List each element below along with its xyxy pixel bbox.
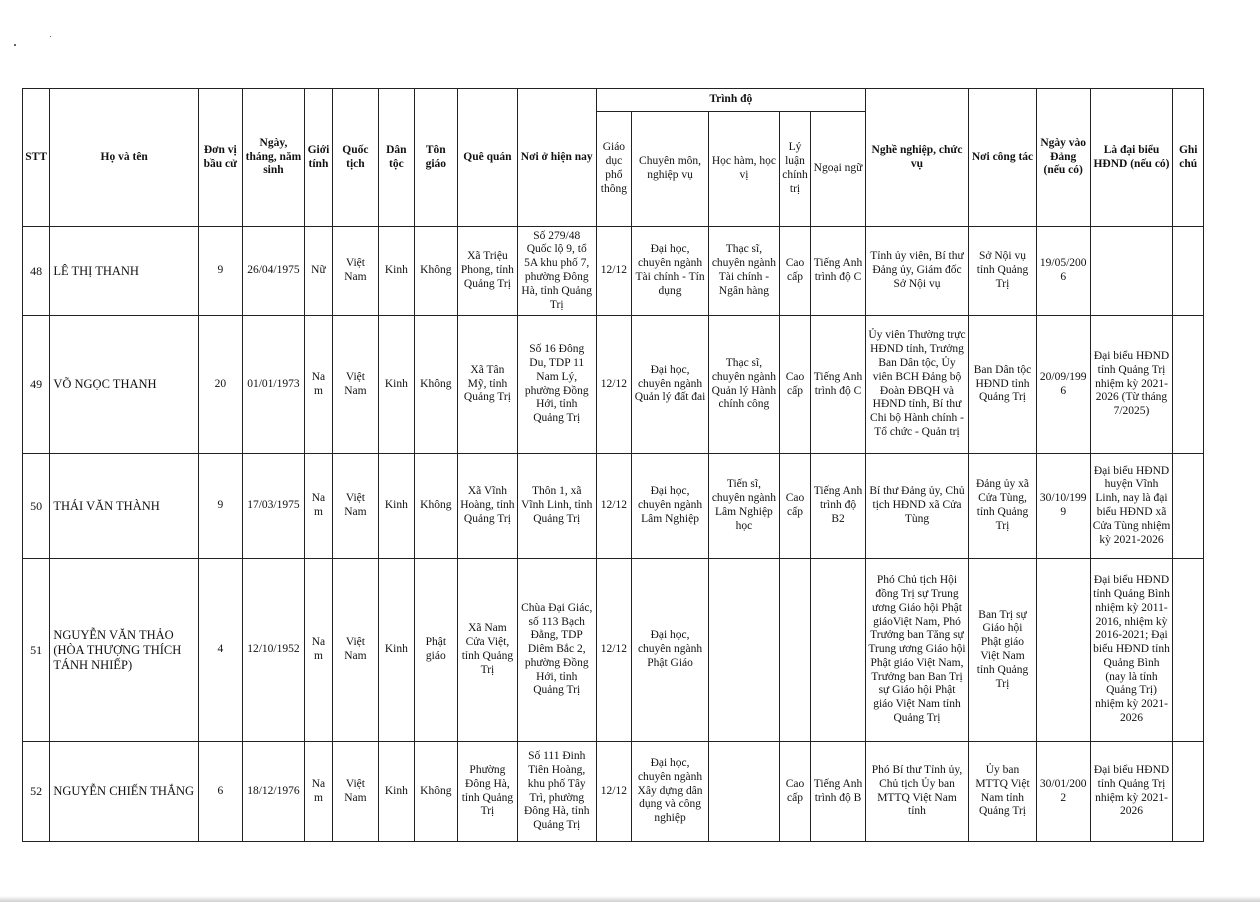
cell-dob: 26/04/1975 bbox=[242, 227, 305, 316]
cell-dob: 18/12/1976 bbox=[242, 742, 305, 842]
header-political-theory: Lý luận chính trị bbox=[779, 112, 810, 227]
cell-nationality: Việt Nam bbox=[332, 742, 379, 842]
header-education-group: Trình độ bbox=[596, 89, 865, 112]
cell-specialty: Đại học, chuyên ngành Phật Giáo bbox=[632, 559, 709, 742]
cell-name: NGUYỄN CHIẾN THẮNG bbox=[50, 742, 199, 842]
cell-residence: Số 16 Đông Du, TDP 11 Nam Lý, phường Đồng Hới, tỉnh Quảng Trị bbox=[517, 316, 596, 454]
cell-nationality: Việt Nam bbox=[332, 559, 379, 742]
cell-stt: 52 bbox=[23, 742, 50, 842]
cell-residence: Thôn 1, xã Vĩnh Linh, tỉnh Quảng Trị bbox=[517, 454, 596, 559]
cell-unit: 6 bbox=[199, 742, 243, 842]
cell-workplace: Đảng ủy xã Cửa Tùng, tỉnh Quảng Trị bbox=[969, 454, 1037, 559]
cell-party-date: 30/10/1999 bbox=[1036, 454, 1090, 559]
cell-ethnicity: Kinh bbox=[379, 454, 414, 559]
cell-residence: Chùa Đại Giác, số 113 Bạch Đằng, TDP Diêm Bắc 2, phường Đồng Hới, tỉnh Quảng Trị bbox=[517, 559, 596, 742]
cell-name: VÕ NGỌC THANH bbox=[50, 316, 199, 454]
cell-notes bbox=[1173, 316, 1204, 454]
cell-religion: Không bbox=[414, 316, 458, 454]
cell-hometown: Xã Tân Mỹ, tỉnh Quảng Trị bbox=[458, 316, 518, 454]
header-hdnd-delegate: Là đại biểu HĐND (nếu có) bbox=[1090, 89, 1173, 227]
cell-foreign-language: Tiếng Anh trình độ C bbox=[811, 227, 866, 316]
cell-dob: 01/01/1973 bbox=[242, 316, 305, 454]
cell-workplace: Ủy ban MTTQ Việt Nam tỉnh Quảng Trị bbox=[969, 742, 1037, 842]
cell-occupation: Ủy viên Thường trực HĐND tỉnh, Trưởng Ban Dân tộc, Ủy viên BCH Đảng bộ Đoàn ĐBQH và HĐND tỉnh, Bí thư Chi bộ Hành chính - Tổ chức - Quản trị bbox=[865, 316, 968, 454]
table-row bbox=[23, 454, 1204, 559]
cell-general-education: 12/12 bbox=[596, 454, 631, 559]
cell-hdnd-delegate: Đại biểu HĐND huyện Vĩnh Linh, nay là đại biểu HĐND xã Cửa Tùng nhiệm kỳ 2021-2026 bbox=[1090, 454, 1173, 559]
cell-degree: Thạc sĩ, chuyên ngành Tài chính - Ngân hàng bbox=[709, 227, 780, 316]
cell-ethnicity: Kinh bbox=[379, 559, 414, 742]
cell-notes bbox=[1173, 454, 1204, 559]
cell-hometown: Phường Đông Hà, tỉnh Quảng Trị bbox=[458, 742, 518, 842]
header-degree: Học hàm, học vị bbox=[709, 112, 780, 227]
cell-party-date: 20/09/1996 bbox=[1036, 316, 1090, 454]
cell-hometown: Xã Nam Cửa Việt, tỉnh Quảng Trị bbox=[458, 559, 518, 742]
cell-hdnd-delegate: Đại biểu HĐND tỉnh Quảng Bình nhiệm kỳ 2011-2016, nhiệm kỳ 2016-2021; Đại biểu HĐND tỉnh Quảng Bình (nay là tỉnh Quảng Trị) nhiệm kỳ 2021-2026 bbox=[1090, 559, 1173, 742]
cell-specialty: Đại học, chuyên ngành Quản lý đất đai bbox=[632, 316, 709, 454]
cell-party-date: 30/01/2002 bbox=[1036, 742, 1090, 842]
header-unit: Đơn vị bầu cử bbox=[199, 89, 243, 227]
candidate-table bbox=[22, 88, 1204, 842]
header-party-date: Ngày vào Đảng (nếu có) bbox=[1036, 89, 1090, 227]
cell-hdnd-delegate bbox=[1090, 227, 1173, 316]
cell-ethnicity: Kinh bbox=[379, 316, 414, 454]
cell-occupation: Tỉnh ủy viên, Bí thư Đảng ủy, Giám đốc Sở Nội vụ bbox=[865, 227, 968, 316]
cell-occupation: Bí thư Đảng ủy, Chủ tịch HĐND xã Cửa Tùng bbox=[865, 454, 968, 559]
header-notes: Ghi chú bbox=[1173, 89, 1204, 227]
cell-party-date: 19/05/2006 bbox=[1036, 227, 1090, 316]
header-occupation: Nghề nghiệp, chức vụ bbox=[865, 89, 968, 227]
cell-party-date bbox=[1036, 559, 1090, 742]
cell-specialty: Đại học, chuyên ngành Tài chính - Tín dụng bbox=[632, 227, 709, 316]
cell-notes bbox=[1173, 227, 1204, 316]
cell-unit: 4 bbox=[199, 559, 243, 742]
cell-notes bbox=[1173, 742, 1204, 842]
cell-stt: 50 bbox=[23, 454, 50, 559]
cell-nationality: Việt Nam bbox=[332, 316, 379, 454]
cell-unit: 20 bbox=[199, 316, 243, 454]
cell-workplace: Ban Dân tộc HĐND tỉnh Quảng Trị bbox=[969, 316, 1037, 454]
cell-stt: 48 bbox=[23, 227, 50, 316]
table-row bbox=[23, 559, 1204, 742]
cell-political-theory: Cao cấp bbox=[779, 227, 810, 316]
table-row bbox=[23, 227, 1204, 316]
cell-foreign-language: Tiếng Anh trình độ B bbox=[811, 742, 866, 842]
header-dob: Ngày, tháng, năm sinh bbox=[242, 89, 305, 227]
cell-political-theory: Cao cấp bbox=[779, 316, 810, 454]
cell-gender: Nam bbox=[305, 559, 332, 742]
cell-general-education: 12/12 bbox=[596, 227, 631, 316]
cell-workplace: Ban Trị sự Giáo hội Phật giáo Việt Nam tỉnh Quảng Trị bbox=[969, 559, 1037, 742]
scan-speck bbox=[50, 36, 51, 37]
cell-residence: Số 111 Đinh Tiên Hoàng, khu phố Tây Trì, phường Đông Hà, tỉnh Quảng Trị bbox=[517, 742, 596, 842]
cell-gender: Nam bbox=[305, 454, 332, 559]
cell-political-theory bbox=[779, 559, 810, 742]
cell-religion: Không bbox=[414, 454, 458, 559]
header-row-top bbox=[23, 89, 1204, 112]
cell-occupation: Phó Chủ tịch Hội đồng Trị sự Trung ương Giáo hội Phật giáoViệt Nam, Phó Trưởng ban Tăng sự Trung ương Giáo hội Phật giáo Việt Nam, Trưởng ban Ban Trị sự Giáo hội Phật giáo Việt Nam tỉnh Quảng Trị bbox=[865, 559, 968, 742]
cell-specialty: Đại học, chuyên ngành Xây dựng dân dụng và công nghiệp bbox=[632, 742, 709, 842]
header-hometown: Quê quán bbox=[458, 89, 518, 227]
cell-general-education: 12/12 bbox=[596, 559, 631, 742]
cell-ethnicity: Kinh bbox=[379, 227, 414, 316]
cell-specialty: Đại học, chuyên ngành Lâm Nghiệp bbox=[632, 454, 709, 559]
cell-gender: Nữ bbox=[305, 227, 332, 316]
header-name: Họ và tên bbox=[50, 89, 199, 227]
cell-foreign-language: Tiếng Anh trình độ C bbox=[811, 316, 866, 454]
header-stt: STT bbox=[23, 89, 50, 227]
header-foreign-language: Ngoại ngữ bbox=[811, 112, 866, 227]
cell-degree bbox=[709, 559, 780, 742]
cell-residence: Số 279/48 Quốc lộ 9, tổ 5A khu phố 7, phường Đông Hà, tỉnh Quảng Trị bbox=[517, 227, 596, 316]
cell-nationality: Việt Nam bbox=[332, 227, 379, 316]
page-edge-shadow bbox=[0, 896, 1260, 902]
cell-degree: Tiến sĩ, chuyên ngành Lâm Nghiệp học bbox=[709, 454, 780, 559]
cell-hometown: Xã Triệu Phong, tỉnh Quảng Trị bbox=[458, 227, 518, 316]
header-workplace: Nơi công tác bbox=[969, 89, 1037, 227]
cell-religion: Không bbox=[414, 742, 458, 842]
cell-degree: Thạc sĩ, chuyên ngành Quản lý Hành chính công bbox=[709, 316, 780, 454]
cell-gender: Nam bbox=[305, 742, 332, 842]
cell-occupation: Phó Bí thư Tỉnh ủy, Chủ tịch Ủy ban MTTQ Việt Nam tỉnh bbox=[865, 742, 968, 842]
cell-workplace: Sở Nội vụ tỉnh Quảng Trị bbox=[969, 227, 1037, 316]
cell-nationality: Việt Nam bbox=[332, 454, 379, 559]
cell-foreign-language: Tiếng Anh trình độ B2 bbox=[811, 454, 866, 559]
cell-religion: Phật giáo bbox=[414, 559, 458, 742]
cell-stt: 49 bbox=[23, 316, 50, 454]
cell-unit: 9 bbox=[199, 227, 243, 316]
cell-hdnd-delegate: Đại biểu HĐND tỉnh Quảng Trị nhiệm kỳ 2021-2026 bbox=[1090, 742, 1173, 842]
table-row bbox=[23, 316, 1204, 454]
cell-political-theory: Cao cấp bbox=[779, 454, 810, 559]
cell-ethnicity: Kinh bbox=[379, 742, 414, 842]
header-residence: Nơi ở hiện nay bbox=[517, 89, 596, 227]
cell-hdnd-delegate: Đại biểu HĐND tỉnh Quảng Trị nhiệm kỳ 2021-2026 (Từ tháng 7/2025) bbox=[1090, 316, 1173, 454]
cell-foreign-language bbox=[811, 559, 866, 742]
header-nationality: Quốc tịch bbox=[332, 89, 379, 227]
header-specialty: Chuyên môn, nghiệp vụ bbox=[632, 112, 709, 227]
cell-gender: Nam bbox=[305, 316, 332, 454]
cell-hometown: Xã Vĩnh Hoàng, tỉnh Quảng Trị bbox=[458, 454, 518, 559]
cell-name: NGUYỄN VĂN THẢO (HÒA THƯỢNG THÍCH TÁNH NHIẾP) bbox=[50, 559, 199, 742]
cell-dob: 17/03/1975 bbox=[242, 454, 305, 559]
scan-speck bbox=[14, 44, 16, 46]
header-religion: Tôn giáo bbox=[414, 89, 458, 227]
cell-political-theory: Cao cấp bbox=[779, 742, 810, 842]
cell-stt: 51 bbox=[23, 559, 50, 742]
cell-name: THÁI VĂN THÀNH bbox=[50, 454, 199, 559]
cell-dob: 12/10/1952 bbox=[242, 559, 305, 742]
cell-religion: Không bbox=[414, 227, 458, 316]
cell-general-education: 12/12 bbox=[596, 742, 631, 842]
header-general-education: Giáo dục phổ thông bbox=[596, 112, 631, 227]
cell-name: LÊ THỊ THANH bbox=[50, 227, 199, 316]
table-row bbox=[23, 742, 1204, 842]
cell-general-education: 12/12 bbox=[596, 316, 631, 454]
cell-degree bbox=[709, 742, 780, 842]
header-ethnicity: Dân tộc bbox=[379, 89, 414, 227]
cell-notes bbox=[1173, 559, 1204, 742]
header-gender: Giới tính bbox=[305, 89, 332, 227]
cell-unit: 9 bbox=[199, 454, 243, 559]
